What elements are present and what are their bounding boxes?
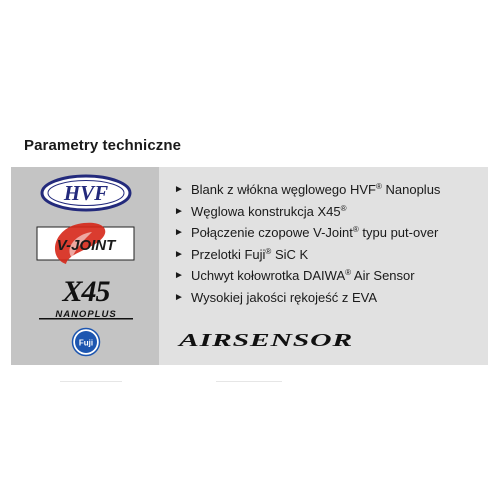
feature-item: ► Połączenie czopowe V-Joint® typu put-over [170,222,440,244]
hvf-logo-text: HVF [63,181,109,205]
feature-item: ► Wysokiej jakości rękojeść z EVA [170,287,440,309]
nanoplus-logo-text: NANOPLUS [55,309,117,320]
fuji-logo [71,327,101,357]
section-title: Parametry techniczne [24,137,182,154]
bullet-arrow-icon: ► [174,184,184,195]
x45-logo-text: X45 [62,275,110,304]
airsensor-logo-text: AIRSENSOR [177,330,353,350]
airsensor-logo [177,329,357,351]
feature-item: ► Uchwyt kołowrotka DAIWA® Air Sensor [170,265,440,287]
hvf-logo [40,173,132,213]
v-joint-logo [36,218,136,268]
v-joint-logo-text: V-JOINT [56,237,116,254]
bullet-arrow-icon: ► [174,291,184,303]
logo-column [11,167,159,365]
fuji-logo-text: Fuji [78,338,94,348]
feature-list [170,179,440,309]
feature-item: ► Węglowa konstrukcja X45® [170,201,440,223]
divider-line [60,381,122,382]
feature-item: ► Przelotki Fuji® SiC K [170,244,440,266]
nanoplus-logo [37,307,135,321]
x45-logo [37,274,135,304]
bullet-arrow-icon: ► [174,248,184,260]
bullet-arrow-icon: ► [174,227,184,239]
feature-item: ► Blank z włókna węglowego HVF® Nanoplus [170,179,440,201]
bullet-arrow-icon: ► [174,205,184,217]
specs-panel [11,167,488,365]
divider-line [216,381,282,382]
bullet-arrow-icon: ► [174,270,184,282]
